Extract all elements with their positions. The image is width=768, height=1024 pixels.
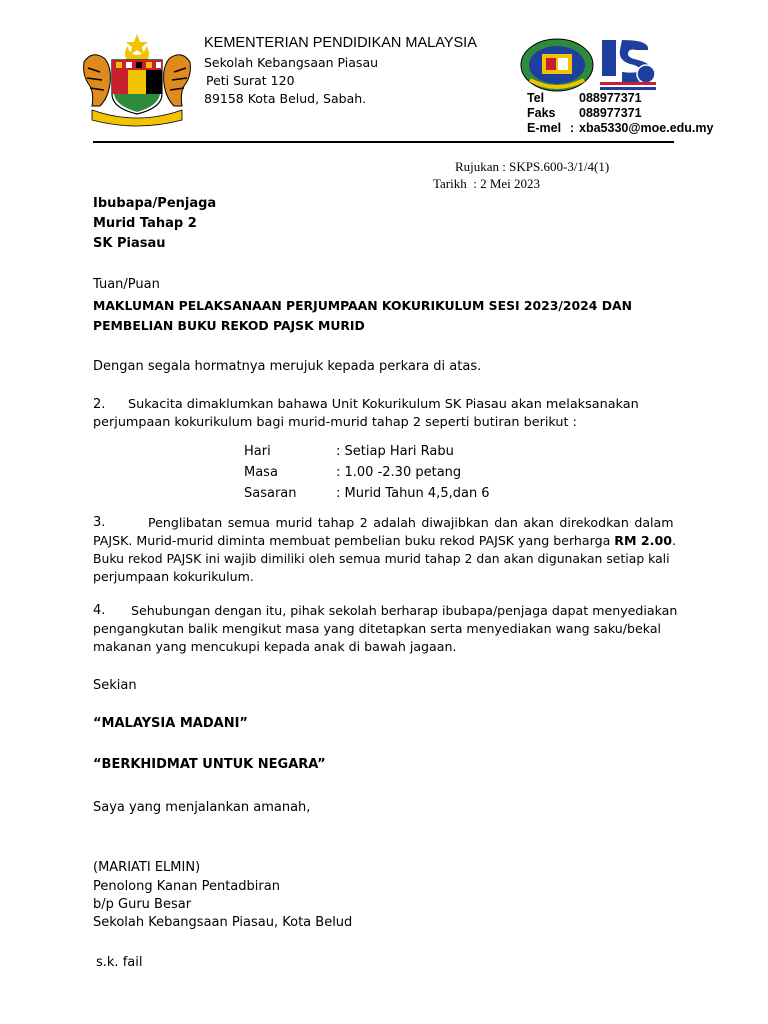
detail-masa-label: Masa (244, 465, 278, 480)
para3-line-3: Buku rekod PAJSK ini wajib dimiliki oleh semua murid tahap 2 dan akan digunakan setiap kali (93, 551, 670, 566)
signatory-name: (MARIATI ELMIN) (93, 860, 201, 875)
recipient-line-2: Murid Tahap 2 (93, 216, 197, 231)
letter-date: Tarikh : 2 Mei 2023 (433, 176, 541, 191)
para3-line-2-end: . (671, 533, 676, 548)
subject-line-1: MAKLUMAN PELAKSANAAN PERJUMPAAN KOKURIKULUM SESI 2023/2024 DAN (93, 298, 632, 313)
opening-line: Dengan segala hormatnya merujuk kepada perkara di atas. (93, 359, 482, 374)
email-separator: : (570, 121, 575, 135)
carbon-copy: s.k. fail (96, 955, 143, 970)
slogan-berkhidmat: “BERKHIDMAT UNTUK NEGARA” (93, 757, 326, 772)
fax-value: 088977371 (579, 106, 642, 120)
detail-sasaran-value: : Murid Tahun 4,5,dan 6 (336, 486, 490, 501)
email-label: E-mel (527, 121, 562, 135)
sekolah-25-logo (598, 36, 658, 92)
price-amount: RM 2.00 (614, 533, 672, 548)
school-logo (520, 36, 594, 94)
para2-line-1: Sukacita dimaklumkan bahawa Unit Kokurikulum SK Piasau akan melaksanakan (128, 397, 639, 412)
para2-number: 2. (93, 397, 106, 412)
tel-label: Tel (527, 91, 545, 105)
para3-line-2 (93, 533, 676, 548)
para4-number: 4. (93, 603, 106, 618)
recipient-line-1: Ibubapa/Penjaga (93, 196, 217, 211)
para3-number: 3. (93, 515, 106, 530)
signatory-position: Penolong Kanan Pentadbiran (93, 879, 280, 894)
detail-hari-value: : Setiap Hari Rabu (336, 444, 454, 459)
sign-off: Saya yang menjalankan amanah, (93, 800, 311, 815)
po-box: Peti Surat 120 (206, 73, 295, 88)
detail-sasaran-label: Sasaran (244, 486, 297, 501)
para4-line-1: Sehubungan dengan itu, pihak sekolah berharap ibubapa/penjaga dapat menyediakan (131, 603, 678, 618)
para3-line-4: perjumpaan kokurikulum. (93, 569, 254, 584)
fax-label: Faks (527, 106, 556, 120)
closing: Sekian (93, 678, 137, 693)
postcode-city: 89158 Kota Belud, Sabah. (204, 91, 367, 106)
signatory-school: Sekolah Kebangsaan Piasau, Kota Belud (93, 915, 353, 930)
para3-line-1: Penglibatan semua murid tahap 2 adalah diwajibkan dan akan direkodkan dalam (148, 515, 674, 530)
para4-line-2: pengangkutan balik mengikut masa yang ditetapkan serta menyediakan wang saku/bekal (93, 621, 662, 636)
coat-of-arms-logo (78, 32, 196, 128)
email-value: xba5330@moe.edu.my (579, 121, 714, 135)
signatory-behalf: b/p Guru Besar (93, 897, 192, 912)
tel-value: 088977371 (579, 91, 642, 105)
school-name: Sekolah Kebangsaan Piasau (204, 55, 379, 70)
recipient-line-3: SK Piasau (93, 236, 166, 251)
detail-hari-label: Hari (244, 444, 271, 459)
para4-line-3: makanan yang mencukupi kepada anak di bawah jagaan. (93, 639, 457, 654)
para2-line-2: perjumpaan kokurikulum bagi murid-murid tahap 2 seperti butiran berikut : (93, 415, 577, 430)
reference-number: Rujukan : SKPS.600-3/1/4(1) (455, 159, 610, 174)
subject-line-2: PEMBELIAN BUKU REKOD PAJSK MURID (93, 318, 365, 333)
para3-line-2-text: PAJSK. Murid-murid diminta membuat pembelian buku rekod PAJSK yang berharga (93, 533, 615, 548)
slogan-malaysia-madani: “MALAYSIA MADANI” (93, 716, 248, 731)
salutation: Tuan/Puan (93, 277, 160, 292)
header-divider (93, 141, 674, 143)
ministry-name: KEMENTERIAN PENDIDIKAN MALAYSIA (204, 35, 477, 51)
detail-masa-value: : 1.00 -2.30 petang (336, 465, 462, 480)
